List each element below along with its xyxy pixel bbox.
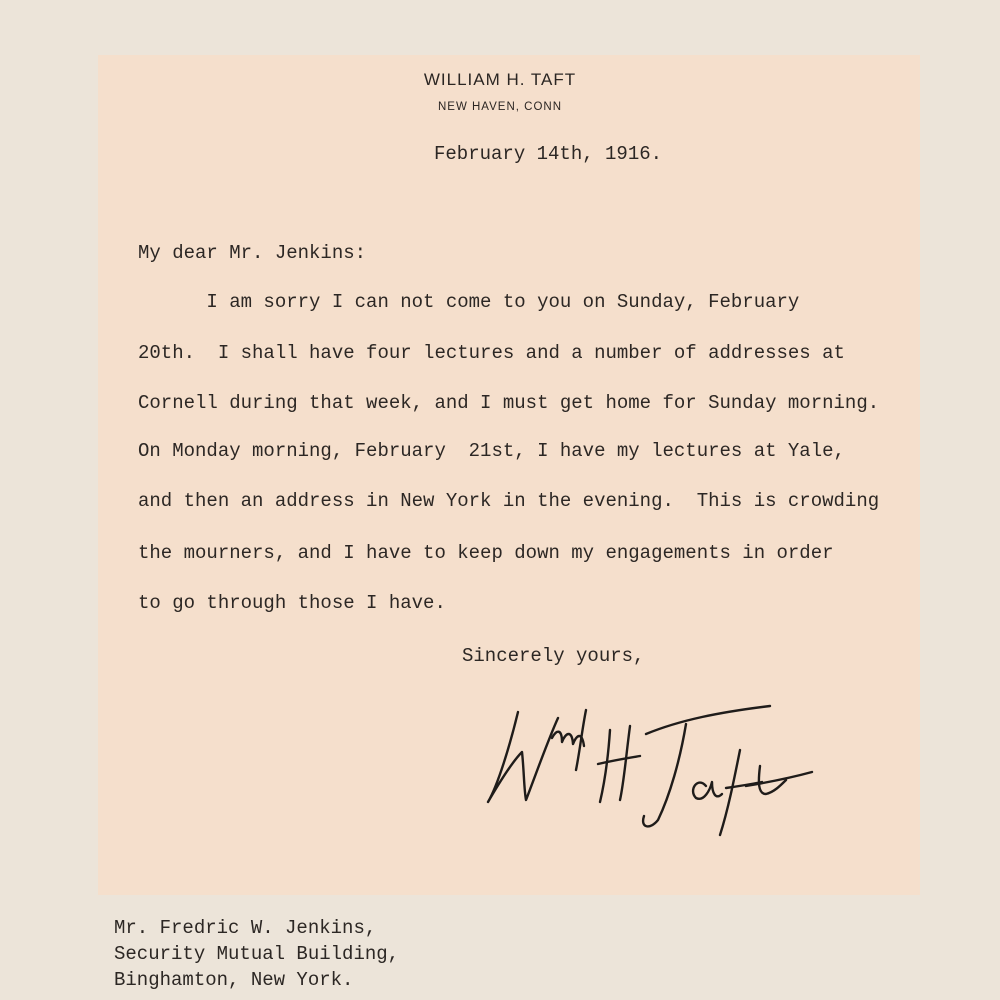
- letterhead-name: WILLIAM H. TAFT: [423, 70, 577, 89]
- closing: Sincerely yours,: [462, 645, 645, 667]
- recipient-line: Security Mutual Building,: [114, 943, 400, 965]
- body-line: the mourners, and I have to keep down my engagements in order: [138, 542, 834, 564]
- body-line: to go through those I have.: [138, 592, 446, 614]
- recipient-line: Mr. Fredric W. Jenkins,: [114, 917, 377, 939]
- letter-date: February 14th, 1916.: [434, 143, 663, 165]
- salutation: My dear Mr. Jenkins:: [138, 242, 367, 264]
- body-line: and then an address in New York in the evening. This is crowding: [138, 490, 880, 512]
- handwritten-signature: [440, 690, 830, 840]
- recipient-line: Binghamton, New York.: [114, 969, 354, 991]
- letterhead-place: NEW HAVEN, CONN: [437, 101, 563, 113]
- body-line: 20th. I shall have four lectures and a number of addresses at: [138, 342, 845, 364]
- body-line: On Monday morning, February 21st, I have my lectures at Yale,: [138, 440, 845, 462]
- body-line: I am sorry I can not come to you on Sunday, February: [138, 291, 800, 313]
- body-line: Cornell during that week, and I must get home for Sunday morning.: [138, 392, 880, 414]
